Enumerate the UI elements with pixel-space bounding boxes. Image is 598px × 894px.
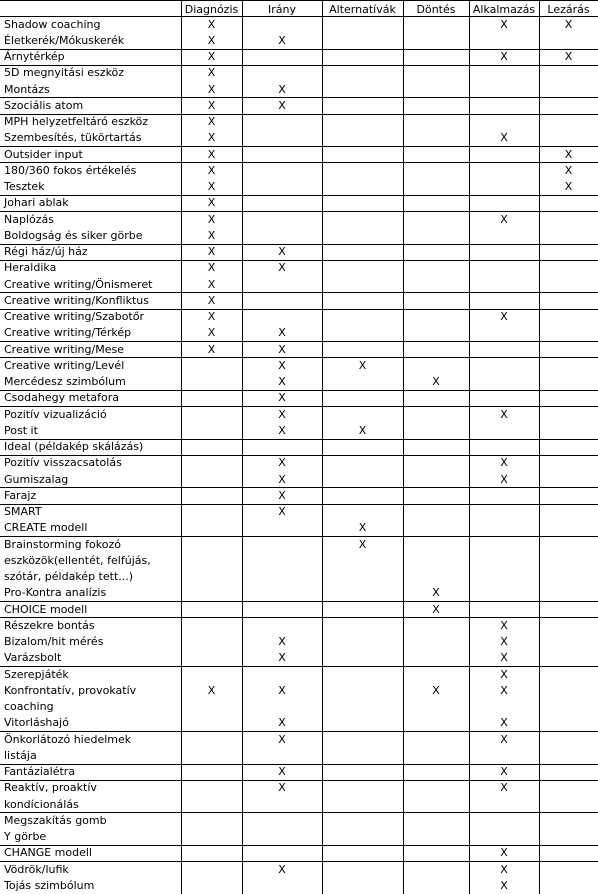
row-divider <box>0 195 598 196</box>
row-divider <box>0 536 598 537</box>
cell-mark: X <box>278 326 286 340</box>
column-header: Alternatívák <box>329 3 396 16</box>
cell-mark: X <box>500 846 508 860</box>
cell-mark: X <box>432 602 440 616</box>
row-label: Farajz <box>4 488 37 502</box>
cell-mark: X <box>278 732 286 746</box>
cell-mark: X <box>500 618 508 632</box>
row-divider <box>0 390 598 391</box>
cell-mark: X <box>564 147 573 161</box>
cell-mark: X <box>207 326 216 340</box>
row-label: Post it <box>4 423 38 437</box>
row-divider <box>0 812 598 813</box>
row-label: Shadow coaching <box>4 17 101 31</box>
cell-mark: X <box>207 147 216 161</box>
cell-mark: X <box>500 878 508 892</box>
cell-mark: X <box>278 423 286 437</box>
cell-mark: X <box>358 537 367 551</box>
row-label: Konfrontatív, provokatív <box>4 683 137 697</box>
cell-mark: X <box>207 293 216 307</box>
cell-mark: X <box>432 375 440 388</box>
row-label: Creative writing/Szabotőr <box>4 310 144 323</box>
cell-mark: X <box>500 310 508 323</box>
cell-mark: X <box>500 131 508 145</box>
cell-mark: X <box>500 472 508 486</box>
row-label: Tesztek <box>4 180 45 193</box>
cell-mark: X <box>564 163 573 177</box>
row-label: Naplózás <box>4 212 54 226</box>
row-label: Önkorlátozó hiedelmek <box>4 732 132 746</box>
row-divider <box>0 617 598 618</box>
row-label: Brainstorming fokozó <box>4 537 121 551</box>
cell-mark: X <box>278 683 286 697</box>
row-divider <box>0 406 598 407</box>
row-divider <box>0 146 598 147</box>
cell-mark: X <box>278 781 286 795</box>
row-divider <box>0 504 598 505</box>
column-header: Alkalmazás <box>472 3 536 16</box>
row-label: Montázs <box>4 82 50 96</box>
cell-mark: X <box>278 391 286 405</box>
cell-mark: X <box>278 375 286 388</box>
row-label: CREATE modell <box>4 521 88 535</box>
row-divider <box>0 780 598 781</box>
cell-mark: X <box>207 180 216 193</box>
row-label: Régi ház/új ház <box>4 245 88 258</box>
cell-mark: X <box>278 245 286 258</box>
cell-mark: X <box>207 163 216 177</box>
row-divider <box>0 65 598 66</box>
cell-mark: X <box>207 277 216 291</box>
cell-mark: X <box>278 488 286 502</box>
row-label: 180/360 fokos értékelés <box>4 163 137 177</box>
row-label: Johari ablak <box>4 196 69 210</box>
cell-mark: X <box>207 33 216 47</box>
row-label: Creative writing/Levél <box>4 358 125 372</box>
row-label: MPH helyzetfeltáró eszköz <box>4 115 149 128</box>
row-label: Vödrök/lufik <box>4 862 69 876</box>
row-label: Heraldika <box>4 261 57 275</box>
cell-mark: X <box>432 586 440 600</box>
cell-mark: X <box>500 212 508 226</box>
row-label: Pro-Kontra analízis <box>4 586 107 600</box>
cell-mark: X <box>358 423 367 437</box>
row-label: SMART <box>4 505 42 518</box>
row-divider <box>0 97 598 98</box>
cell-mark: X <box>278 765 286 778</box>
cell-mark: X <box>278 716 286 730</box>
row-label: Creative writing/Önismeret <box>4 277 153 291</box>
row-label: Bizalom/hit mérés <box>4 635 104 648</box>
column-header: Diagnózis <box>184 3 239 16</box>
row-label: Reaktív, proaktív <box>4 781 97 795</box>
row-divider <box>0 764 598 765</box>
row-label: Creative writing/Konfliktus <box>4 293 149 307</box>
cell-mark: X <box>564 180 573 193</box>
row-label: Varázsbolt <box>4 651 62 665</box>
cell-mark: X <box>278 472 286 486</box>
cell-mark: X <box>500 765 508 778</box>
row-label: Árnytérkép <box>4 50 65 63</box>
row-label: Mercédesz szimbólum <box>4 375 126 388</box>
cell-mark: X <box>358 358 367 372</box>
row-label: CHANGE modell <box>4 846 92 860</box>
row-label: Y görbe <box>4 830 47 843</box>
row-divider <box>0 309 598 310</box>
cell-mark: X <box>278 407 286 421</box>
cell-mark: X <box>500 667 508 681</box>
cell-mark: X <box>500 683 508 697</box>
column-divider <box>242 0 243 894</box>
row-label: Outsider input <box>4 147 83 161</box>
column-divider <box>539 0 540 894</box>
row-label: szótár, példakép tett...) <box>4 570 134 583</box>
cell-mark: X <box>278 82 286 96</box>
row-divider <box>0 601 598 602</box>
row-label: Fantázialétra <box>4 765 76 778</box>
row-label: Szociális atom <box>4 98 84 112</box>
row-label: Creative writing/Mese <box>4 342 124 356</box>
row-label: Tojás szimbólum <box>4 878 95 892</box>
row-label: Ideal (példakép skálázás) <box>4 440 144 453</box>
row-label: Szembesítés, tükörtartás <box>4 131 142 145</box>
column-header: Lezárás <box>547 3 590 16</box>
row-divider <box>0 341 598 342</box>
cell-mark: X <box>207 683 216 697</box>
cell-mark: X <box>207 228 216 242</box>
cell-mark: X <box>500 781 508 795</box>
cell-mark: X <box>500 50 508 63</box>
row-label: Részekre bontás <box>4 618 95 632</box>
row-divider <box>0 455 598 456</box>
column-header: Irány <box>268 3 296 16</box>
cell-mark: X <box>358 521 367 535</box>
row-label: listája <box>4 748 37 762</box>
row-label: Csodahegy metafora <box>4 391 119 405</box>
cell-mark: X <box>278 456 286 470</box>
cell-mark: X <box>500 716 508 730</box>
row-label: 5D megnyitási eszköz <box>4 66 125 80</box>
cell-mark: X <box>207 212 216 226</box>
row-label: Szerepjáték <box>4 667 69 681</box>
row-label: Pozitív visszacsatolás <box>4 456 122 470</box>
cell-mark: X <box>278 261 286 275</box>
row-label: coaching <box>4 700 54 713</box>
row-divider <box>0 845 598 846</box>
row-label: CHOICE modell <box>4 602 88 616</box>
cell-mark: X <box>207 342 216 356</box>
cell-mark: X <box>500 456 508 470</box>
cell-mark: X <box>278 505 286 518</box>
cell-mark: X <box>500 732 508 746</box>
cell-mark: X <box>207 261 216 275</box>
row-label: Pozitív vizualizáció <box>4 407 107 421</box>
cell-mark: X <box>207 131 216 145</box>
cell-mark: X <box>207 115 216 128</box>
row-divider <box>0 244 598 245</box>
column-divider <box>403 0 404 894</box>
row-divider <box>0 861 598 862</box>
row-divider <box>0 731 598 732</box>
row-divider <box>0 357 598 358</box>
row-label: Életkerék/Mókuskerék <box>4 33 125 47</box>
row-divider <box>0 487 598 488</box>
row-divider <box>0 114 598 115</box>
cell-mark: X <box>207 245 216 258</box>
cell-mark: X <box>564 17 573 31</box>
cell-mark: X <box>207 17 216 31</box>
cell-mark: X <box>278 635 286 648</box>
row-label: Gumiszalag <box>4 472 69 486</box>
cell-mark: X <box>564 50 573 63</box>
row-label: Boldogság és siker görbe <box>4 228 143 242</box>
cell-mark: X <box>278 651 286 665</box>
cell-mark: X <box>278 342 286 356</box>
row-divider <box>0 211 598 212</box>
cell-mark: X <box>278 862 286 876</box>
cell-mark: X <box>207 310 216 323</box>
row-divider <box>0 162 598 163</box>
column-divider <box>322 0 323 894</box>
row-divider <box>0 49 598 50</box>
cell-mark: X <box>278 98 286 112</box>
row-label: Creative writing/Térkép <box>4 326 132 340</box>
row-divider <box>0 260 598 261</box>
cell-mark: X <box>207 66 216 80</box>
row-label: kondícionálás <box>4 797 79 811</box>
row-label: eszközök(ellentét, felfújás, <box>4 553 151 567</box>
cell-mark: X <box>500 17 508 31</box>
cell-mark: X <box>207 50 216 63</box>
cell-mark: X <box>207 196 216 210</box>
cell-mark: X <box>278 358 286 372</box>
row-divider <box>0 666 598 667</box>
cell-mark: X <box>500 407 508 421</box>
cell-mark: X <box>500 651 508 665</box>
top-border <box>0 0 598 1</box>
row-label: Vitorláshajó <box>4 716 69 730</box>
row-divider <box>0 292 598 293</box>
row-label: Megszakítás gomb <box>4 813 107 827</box>
cell-mark: X <box>207 82 216 96</box>
row-divider <box>0 439 598 440</box>
column-header: Döntés <box>416 3 456 16</box>
cell-mark: X <box>500 635 508 648</box>
cell-mark: X <box>278 33 286 47</box>
cell-mark: X <box>207 98 216 112</box>
cell-mark: X <box>432 683 440 697</box>
cell-mark: X <box>500 862 508 876</box>
